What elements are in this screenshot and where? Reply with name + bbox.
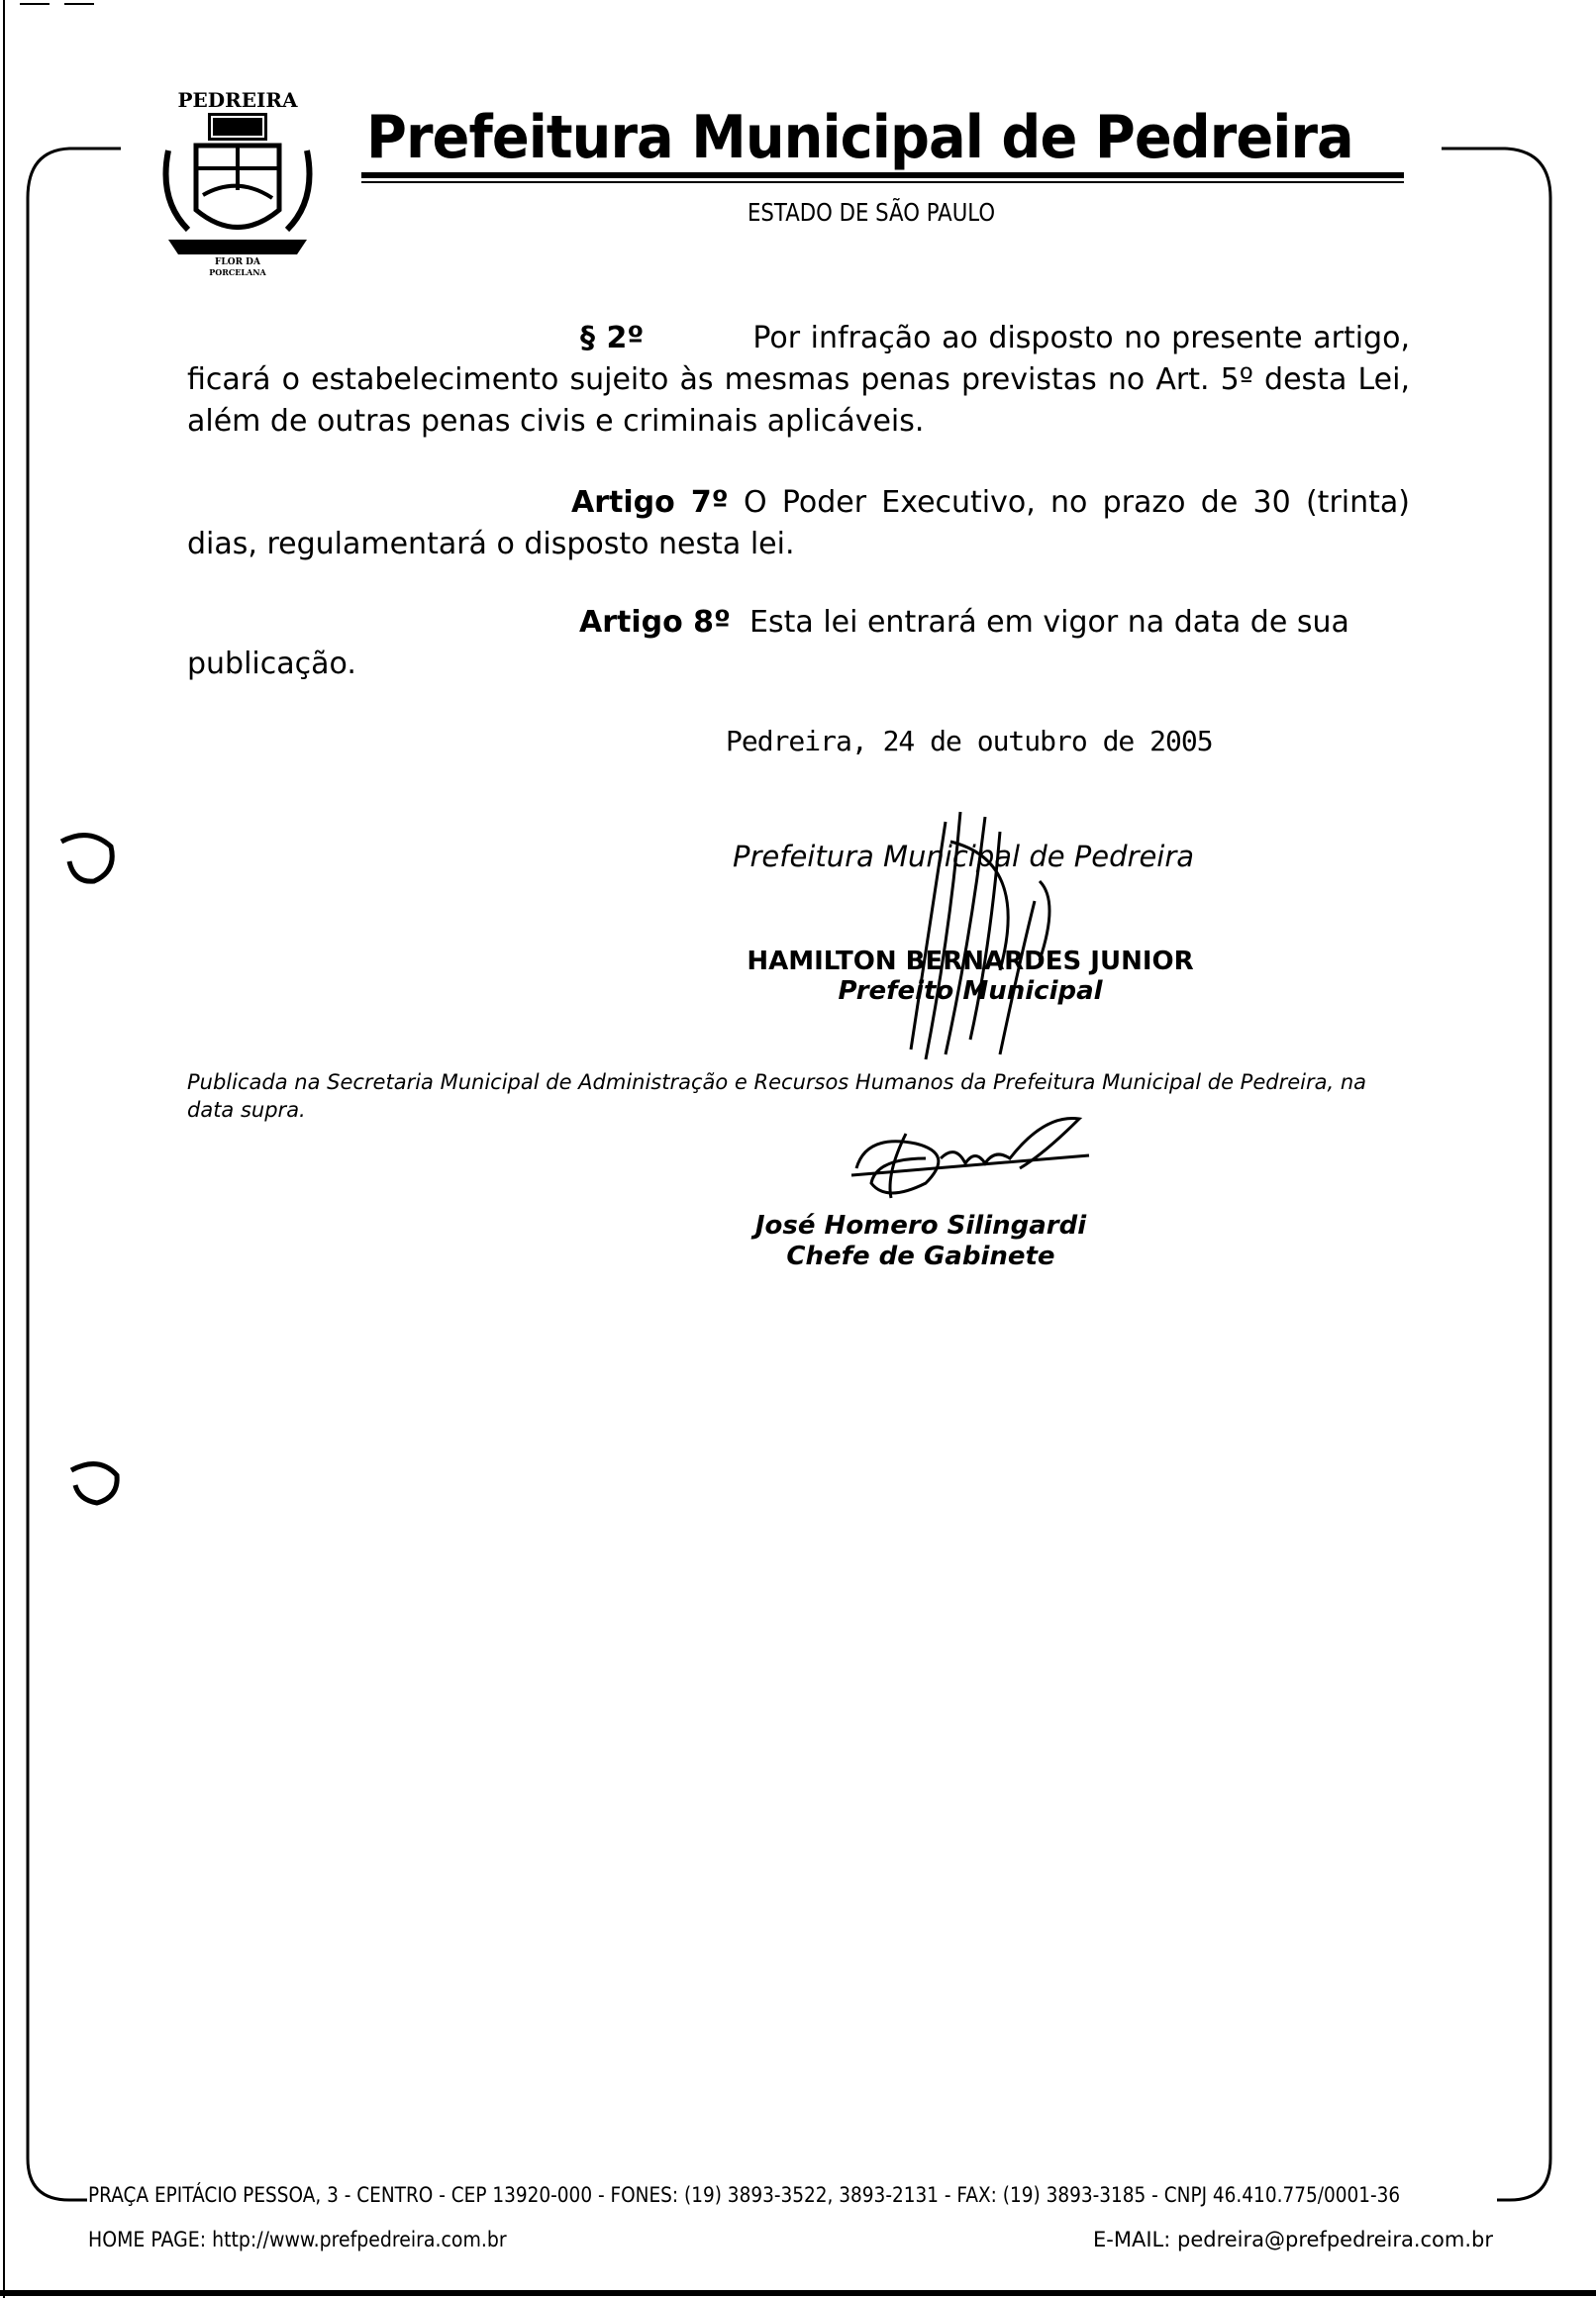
article-text: O Poder Executivo, no prazo de 30 (trinta) dias, regulamentará o disposto nesta lei.: [187, 485, 1410, 561]
mayor-signature-icon: [851, 802, 1109, 1069]
hole-mark-icon: [61, 836, 117, 1503]
emblem-label: PEDREIRA: [177, 88, 298, 112]
article-7: [187, 482, 1410, 565]
article-label: Artigo 7º: [571, 485, 729, 520]
chief-name: José Homero Silingardi: [754, 1211, 1087, 1241]
title-rule: [361, 172, 1404, 178]
chief-signature-icon: [847, 1104, 1104, 1213]
page-title: Prefeitura Municipal de Pedreira: [366, 103, 1353, 172]
signature-date: Pedreira, 24 de outubro de 2005: [726, 725, 1213, 757]
article-8: [187, 602, 1410, 644]
title-rule-thin: [361, 181, 1404, 183]
chief-role: Chefe de Gabinete: [786, 1242, 1055, 1271]
mayor-role: Prefeito Municipal: [838, 976, 1103, 1006]
mayor-name: HAMILTON BERNARDES JUNIOR: [747, 947, 1194, 976]
state-subtitle: ESTADO DE SÃO PAULO: [748, 198, 996, 227]
footer-email[interactable]: E-MAIL: pedreira@prefpedreira.com.br: [1093, 2228, 1493, 2251]
svg-text:PORCELANA: PORCELANA: [209, 267, 266, 277]
paragraph-text: Por infração ao disposto no presente artigo, ficará o estabelecimento sujeito às mesmas penas previstas no Art. 5º desta Lei, além de outras penas civis e criminais aplicáveis.: [187, 321, 1410, 439]
signature-institution: Prefeitura Municipal de Pedreira: [733, 840, 1195, 873]
article-label: Artigo 8º: [579, 605, 731, 640]
city-emblem-icon: [149, 81, 327, 279]
footer-homepage[interactable]: HOME PAGE: http://www.prefpedreira.com.br: [88, 2228, 507, 2251]
publication-note: Publicada na Secretaria Municipal de Administração e Recursos Humanos da Prefeitura Municipal de Pedreira, na data supra.: [187, 1070, 1366, 1122]
footer-address: PRAÇA EPITÁCIO PESSOA, 3 - CENTRO - CEP 13920-000 - FONES: (19) 3893-3522, 3893-2131 - FAX: (19) 3893-3185 - CNPJ 46.410.775/0001-36: [88, 2183, 1401, 2207]
paragraph-label: § 2º: [580, 321, 645, 355]
article-8-continuation: publicação.: [187, 647, 356, 681]
article-text: Esta lei entrará em vigor na data de sua: [749, 605, 1349, 640]
svg-text:FLOR DA: FLOR DA: [215, 257, 260, 267]
paragraph-2: [187, 318, 1410, 443]
